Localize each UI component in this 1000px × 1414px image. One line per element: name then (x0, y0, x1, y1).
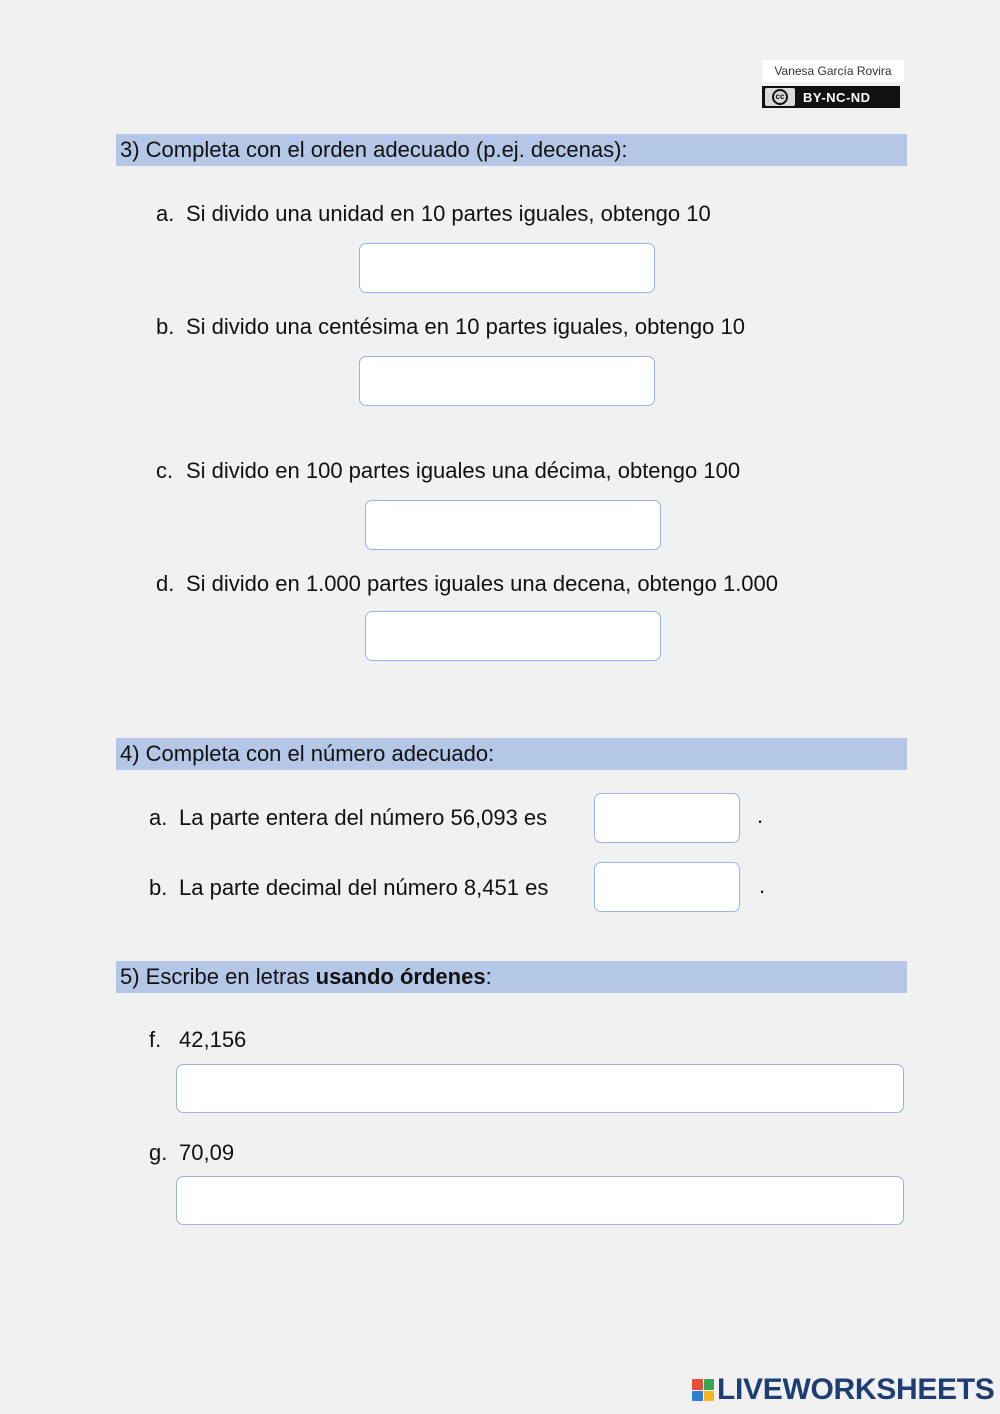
question-4a (149, 804, 547, 832)
creative-commons-icon: cc (765, 88, 795, 106)
logo-tile (704, 1391, 715, 1402)
question-text: Si divido una centésima en 10 partes iguales, obtengo 10 (186, 314, 745, 339)
answer-input-4a[interactable] (594, 793, 740, 843)
question-letter: g. (149, 1140, 168, 1165)
question-text: 70,09 (179, 1140, 235, 1165)
author-name: Vanesa García Rovira (762, 60, 904, 82)
question-3a (156, 200, 711, 228)
question-3b (156, 313, 745, 341)
answer-input-5f[interactable] (176, 1064, 904, 1113)
sentence-end: . (759, 873, 766, 898)
question-text: La parte decimal del número 8,451 es (179, 875, 549, 900)
answer-input-5g[interactable] (176, 1176, 904, 1225)
section-3-header: 3) Completa con el orden adecuado (p.ej. decenas): (116, 134, 907, 166)
section-5-header (116, 961, 907, 993)
logo-tile (692, 1391, 703, 1402)
question-3c (156, 457, 740, 485)
answer-input-4b[interactable] (594, 862, 740, 912)
brand-name: LIVEWORKSHEETS (717, 1373, 995, 1406)
section-4-header: 4) Completa con el número adecuado: (116, 738, 907, 770)
liveworksheets-logo (692, 1374, 995, 1406)
logo-tile (692, 1379, 703, 1390)
question-text: Si divido una unidad en 10 partes iguales, obtengo 10 (186, 201, 711, 226)
question-letter: a. (149, 805, 168, 830)
question-letter: d. (156, 571, 175, 596)
section-5-title: 5) Escribe en letras (120, 964, 316, 989)
answer-input-3a[interactable] (359, 243, 655, 293)
question-text: Si divido en 100 partes iguales una décima, obtengo 100 (186, 458, 741, 483)
answer-input-3d[interactable] (365, 611, 661, 661)
answer-input-3c[interactable] (365, 500, 661, 550)
liveworksheets-icon (692, 1379, 714, 1401)
question-letter: c. (156, 458, 174, 483)
section-5-title-emphasis: usando órdenes (315, 964, 486, 989)
question-letter: a. (156, 201, 175, 226)
license-badge (762, 86, 900, 108)
sentence-end: . (757, 803, 764, 828)
question-3d (156, 570, 778, 598)
question-letter: b. (149, 875, 168, 900)
question-5f (149, 1026, 246, 1054)
question-5g (149, 1139, 234, 1167)
question-4b (149, 874, 548, 902)
license-label: BY-NC-ND (803, 89, 871, 105)
question-letter: f. (149, 1027, 162, 1052)
logo-tile (704, 1379, 715, 1390)
question-text: 42,156 (179, 1027, 247, 1052)
question-text: Si divido en 1.000 partes iguales una decena, obtengo 1.000 (186, 571, 779, 596)
question-letter: b. (156, 314, 175, 339)
question-text: La parte entera del número 56,093 es (179, 805, 548, 830)
section-5-title-suffix: : (485, 964, 492, 989)
answer-input-3b[interactable] (359, 356, 655, 406)
